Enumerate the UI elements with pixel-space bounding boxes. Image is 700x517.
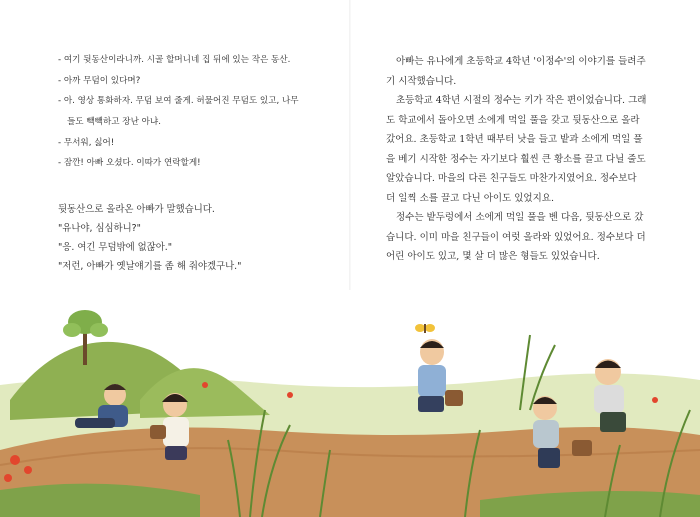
story-line: 정수는 밭두렁에서 소에게 먹일 풀을 벤 다음, 뒷동산으로 갔 — [396, 212, 644, 223]
narration-block — [58, 204, 343, 280]
narration-line: "유나야, 심심하니?" — [58, 223, 141, 234]
chat-dialogue — [58, 55, 328, 179]
dialogue-line: - 여기 뒷동산이라니까. 시골 할머니네 집 뒤에 있는 작은 동산. — [58, 55, 291, 65]
story-paragraph — [386, 208, 676, 267]
story-line: 기 시작했습니다. — [386, 75, 457, 87]
story-line: 갔어요. 초등학교 1학년 때부터 낫을 들고 밭과 소에게 먹일 풀 — [386, 134, 643, 145]
story-line: 아빠는 유나에게 초등학교 4학년 '이정수'의 이야기를 들려주 — [396, 56, 646, 67]
narration-line: "응. 여긴 무덤밖에 없잖아." — [58, 242, 173, 253]
story-line: 습니다. 이미 마을 친구들이 여럿 올라와 있었어요. 정수보다 더 — [386, 231, 646, 243]
butterfly-icon — [415, 324, 435, 333]
dialogue-line: - 무서워, 싫어! — [58, 137, 115, 148]
narration-line: 뒷동산으로 올라온 아빠가 말했습니다. — [58, 204, 215, 215]
story-line: 어린 아이도 있고, 몇 살 더 많은 형들도 있었습니다. — [386, 251, 600, 262]
narration-line: "저런, 아빠가 옛날얘기를 좀 해 줘야겠구나." — [58, 261, 242, 272]
story-text — [386, 52, 676, 267]
story-illustration — [0, 290, 700, 517]
story-line: 을 베기 시작한 정수는 자기보다 훨씬 큰 황소를 끌고 다닐 줄도 — [386, 153, 646, 165]
story-line: 도 학교에서 돌아오면 소에게 먹일 풀을 갖고 뒷동산으로 올라 — [386, 114, 640, 126]
story-line: 초등학교 4학년 시절의 정수는 키가 작은 편이었습니다. 그래 — [396, 95, 647, 106]
dialogue-line: - 아까 무덤이 있다며? — [58, 75, 141, 86]
story-paragraph — [386, 91, 676, 208]
dialogue-line: - 아. 영상 통화하자. 무덤 보여 줄게. 허물어진 무덤도 있고, 나무 — [58, 96, 299, 107]
story-paragraph — [386, 52, 676, 91]
dialogue-line: - 잠깐! 아빠 오셨다. 이따가 연락할게! — [58, 158, 201, 169]
dialogue-line: 들도 빽빽하고 장난 아냐. — [67, 117, 161, 128]
story-line: 알았습니다. 마을의 다른 친구들도 마찬가지였어요. 정수보다 — [386, 173, 637, 184]
story-line: 더 일찍 소를 끌고 다닌 아이도 있었지요. — [386, 192, 554, 204]
